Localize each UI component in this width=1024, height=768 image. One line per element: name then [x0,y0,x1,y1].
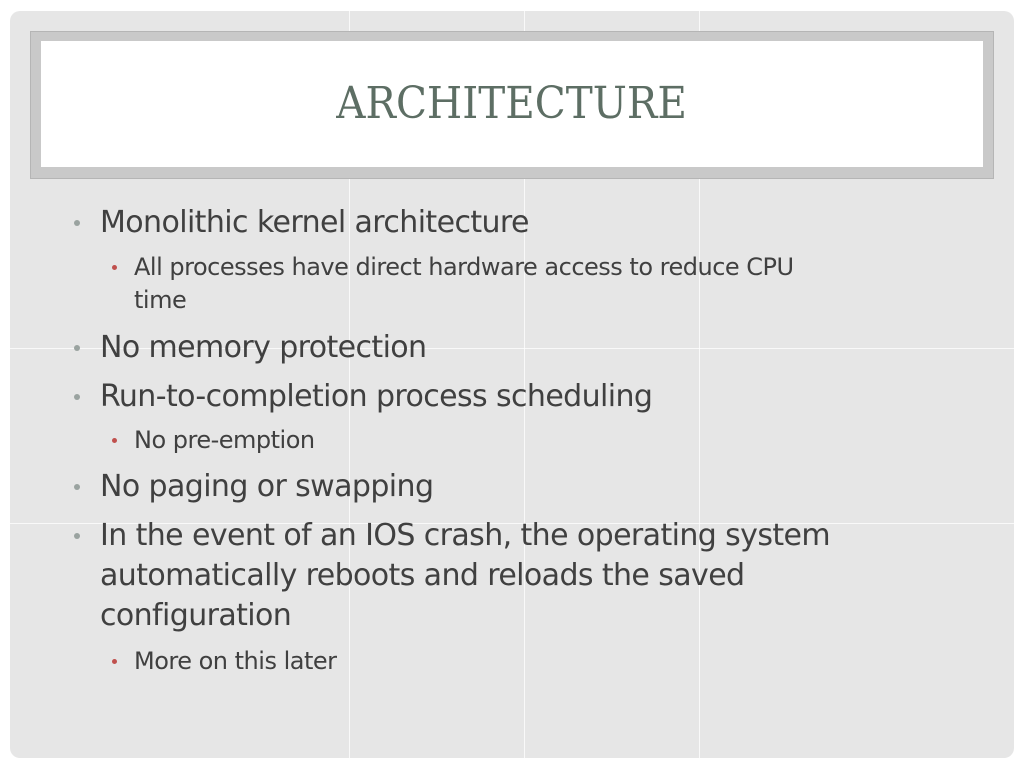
sub-bullet-item [134,251,794,317]
bullet-text: automatically reboots and reloads the saved [100,558,745,593]
bullet-item [100,516,830,636]
bullet-text: Run-to-completion process scheduling [100,379,653,414]
bullet-dot-icon [74,484,80,490]
sub-bullet-dot-icon [112,659,117,664]
bullet-item [100,203,529,243]
bullet-list [10,11,1014,758]
sub-bullet-text: All processes have direct hardware access to reduce CPU [134,253,794,281]
sub-bullet-dot-icon [112,438,117,443]
sub-bullet-text: time [134,286,187,314]
slide-title: ARCHITECTURE [336,78,688,129]
bullet-dot-icon [74,345,80,351]
bullet-text: configuration [100,598,292,633]
bullet-dot-icon [74,220,80,226]
bullet-dot-icon [74,394,80,400]
sub-bullet-dot-icon [112,265,117,270]
slide [10,11,1014,758]
bullet-text: No memory protection [100,330,427,365]
bullet-text: No paging or swapping [100,469,434,504]
sub-bullet-text: No pre-emption [134,426,315,454]
bullet-item [100,467,433,507]
bullet-dot-icon [74,533,80,539]
bullet-text: Monolithic kernel architecture [100,205,529,240]
bullet-item [100,328,426,368]
sub-bullet-item [134,424,315,457]
bullet-text: In the event of an IOS crash, the operating system [100,518,830,553]
bullet-item [100,377,652,417]
sub-bullet-text: More on this later [134,647,337,675]
sub-bullet-item [134,645,337,678]
